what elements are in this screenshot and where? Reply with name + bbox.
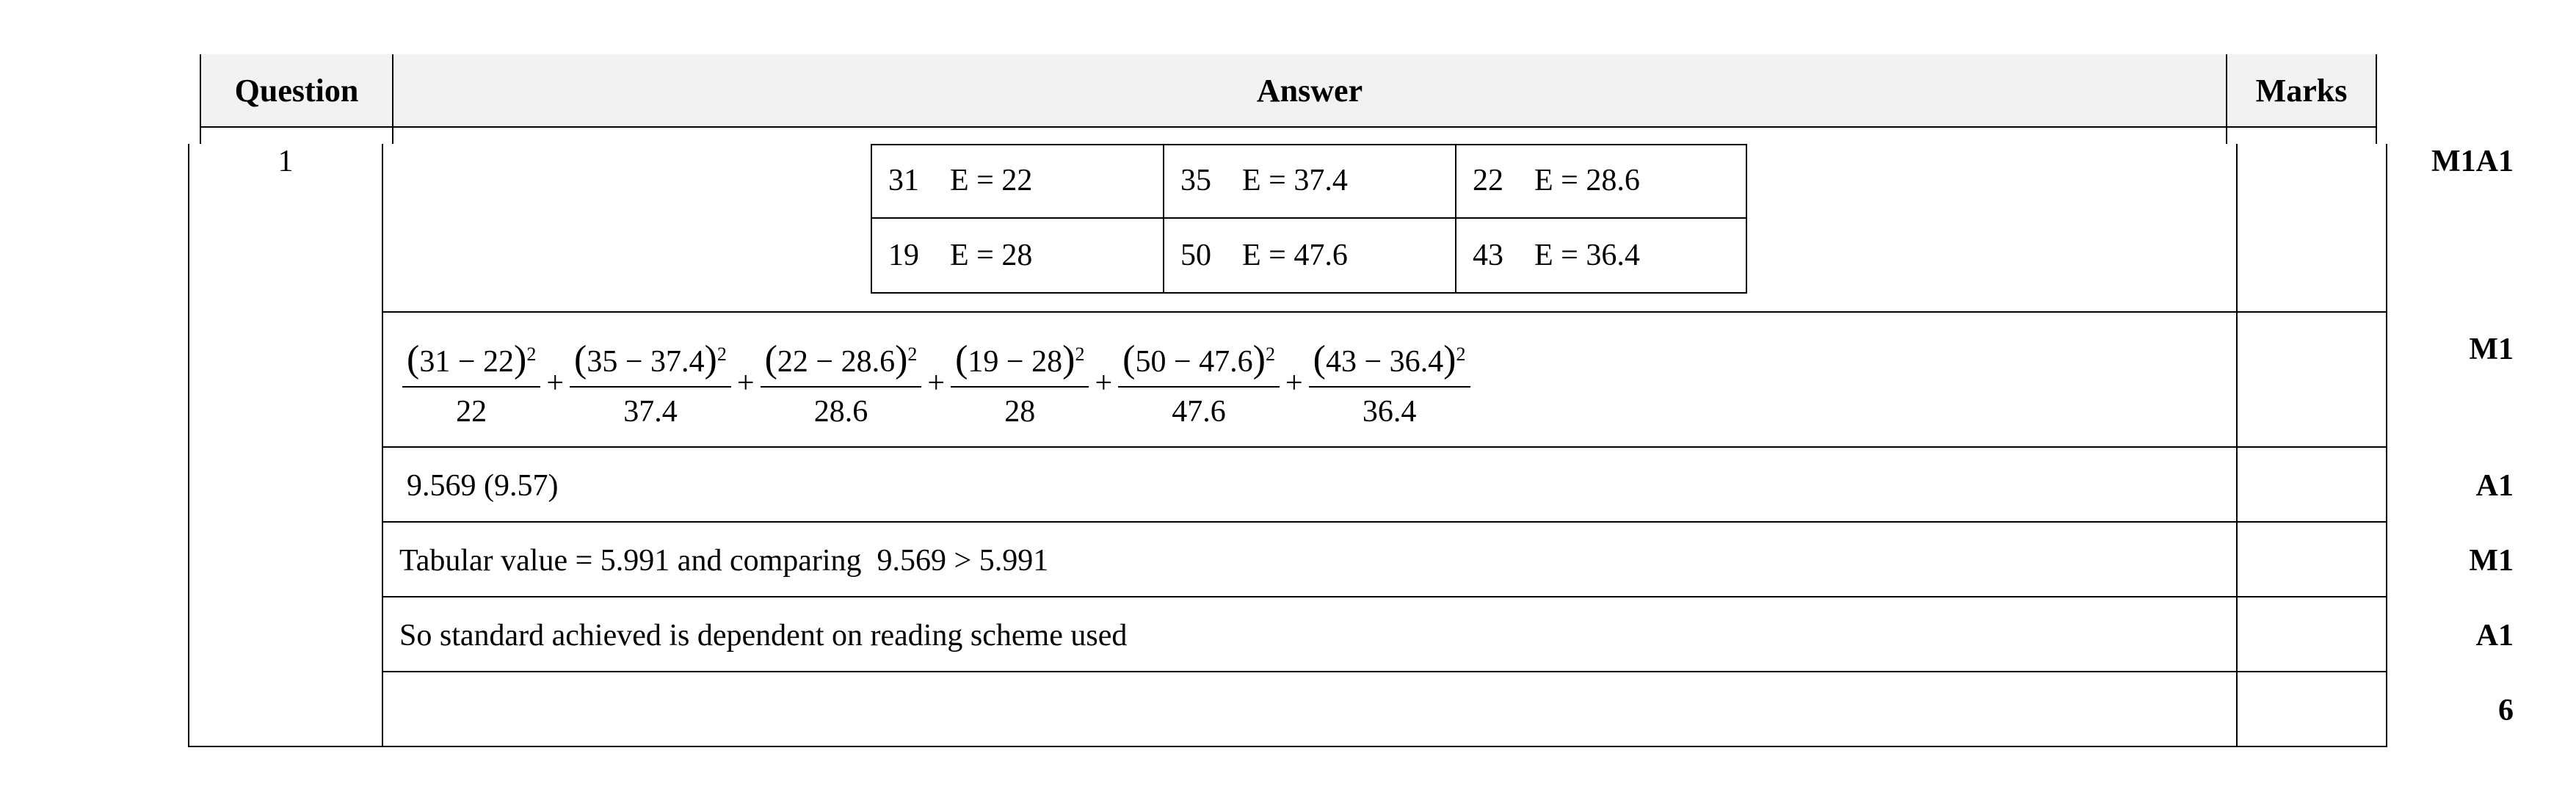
term-3-exponent: 2 xyxy=(907,344,918,365)
fraction-term-4: $\frac{(19 - 28)^2}{28}$ xyxy=(951,335,1089,432)
term-5-exponent: 2 xyxy=(1265,344,1275,365)
term-5-numerator: 50 − 47.6 xyxy=(1135,345,1253,379)
term-1-numerator: 31 − 22 xyxy=(419,345,515,379)
inner-cell-r2c3: 43 E = 36.4 xyxy=(1473,239,1640,272)
inner-table-col-divider-2 xyxy=(1455,144,1456,294)
body-right-border xyxy=(2386,144,2387,747)
header-marks: Marks xyxy=(2255,73,2348,109)
header-divider-2 xyxy=(2226,54,2227,144)
fraction-term-5: $\frac{(50 - 47.6)^2}{47.6}$ xyxy=(1118,335,1280,432)
mark-row-2: M1 xyxy=(2469,333,2514,366)
header-answer: Answer xyxy=(1256,73,1363,109)
term-6-numerator: 43 − 36.4 xyxy=(1325,345,1444,379)
body-marks-divider xyxy=(2236,144,2238,747)
mark-row-3: A1 xyxy=(2475,469,2514,503)
header-question: Question xyxy=(234,73,359,109)
answer-conclusion: So standard achieved is dependent on reading scheme used xyxy=(399,619,1128,653)
mark-row-1: M1A1 xyxy=(2431,145,2514,178)
term-4-numerator: 19 − 28 xyxy=(968,345,1063,379)
row-separator-3 xyxy=(382,521,2387,523)
inner-cell-r1c3: 22 E = 28.6 xyxy=(1473,164,1640,197)
inner-cell-r1c2: 35 E = 37.4 xyxy=(1180,164,1348,197)
body-left-border xyxy=(188,144,189,747)
term-3-numerator: 22 − 28.6 xyxy=(777,345,896,379)
fraction-term-3: $\frac{(22 - 28.6)^2}{28.6}$ xyxy=(761,335,922,432)
question-number: 1 xyxy=(277,145,294,178)
header-bottom-border xyxy=(200,126,2377,128)
inner-table-col-divider-1 xyxy=(1163,144,1164,294)
term-6-exponent: 2 xyxy=(1456,344,1466,365)
term-3-denominator: 28.6 xyxy=(813,395,868,429)
term-6-denominator: 36.4 xyxy=(1362,395,1417,429)
term-4-exponent: 2 xyxy=(1075,344,1085,365)
plus-sign: + xyxy=(1095,366,1113,400)
plus-sign: + xyxy=(1285,366,1303,400)
row-separator-1 xyxy=(382,311,2387,313)
body-bottom-border xyxy=(188,746,2387,747)
mark-row-5: A1 xyxy=(2475,619,2514,653)
row-separator-4 xyxy=(382,596,2387,597)
fraction-term-6: $\frac{(43 - 36.4)^2}{36.4}$ xyxy=(1309,335,1470,432)
row-separator-2 xyxy=(382,446,2387,448)
header-divider-1 xyxy=(392,54,393,144)
inner-table-row-divider xyxy=(871,217,1747,219)
term-2-exponent: 2 xyxy=(716,344,727,365)
header-left-border xyxy=(200,54,201,144)
answer-tabular-comparison: Tabular value = 5.991 and comparing 9.569 > 5.991 xyxy=(399,544,1049,578)
chi-squared-formula xyxy=(402,335,1470,432)
fraction-term-2: $\frac{(35 - 37.4)^2}{37.4}$ xyxy=(570,335,731,432)
term-1-denominator: 22 xyxy=(456,395,487,429)
answer-chi-squared-value: 9.569 (9.57) xyxy=(407,469,559,503)
inner-cell-r2c2: 50 E = 47.6 xyxy=(1180,239,1348,272)
plus-sign: + xyxy=(736,366,755,400)
mark-total: 6 xyxy=(2498,694,2514,727)
header-right-border xyxy=(2376,54,2377,144)
term-4-denominator: 28 xyxy=(1004,395,1036,429)
mark-row-4: M1 xyxy=(2469,544,2514,578)
body-question-divider xyxy=(382,144,383,747)
term-1-exponent: 2 xyxy=(526,344,537,365)
row-separator-5 xyxy=(382,671,2387,672)
plus-sign: + xyxy=(927,366,946,400)
term-5-denominator: 47.6 xyxy=(1172,395,1226,429)
term-2-denominator: 37.4 xyxy=(623,395,678,429)
fraction-term-1: $\frac{(31 - 22)^2}{22}$ xyxy=(402,335,540,432)
plus-sign: + xyxy=(546,366,565,400)
inner-cell-r1c1: 31 E = 22 xyxy=(888,164,1033,197)
term-2-numerator: 35 − 37.4 xyxy=(587,345,705,379)
inner-cell-r2c1: 19 E = 28 xyxy=(888,239,1033,272)
